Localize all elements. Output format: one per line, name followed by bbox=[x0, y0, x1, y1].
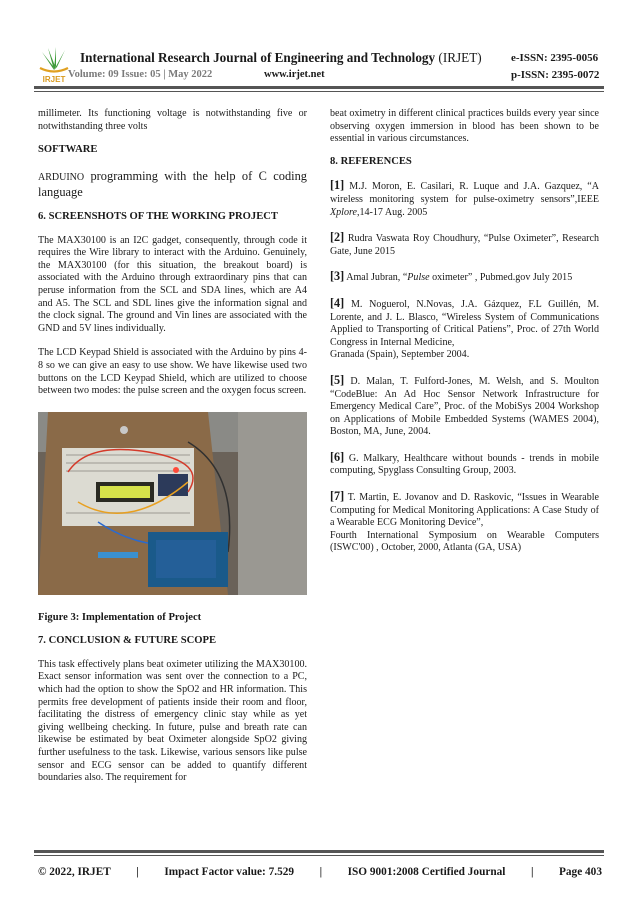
page-footer bbox=[38, 866, 602, 878]
reference-item bbox=[330, 179, 599, 219]
footer-rule bbox=[34, 850, 604, 853]
reference-list bbox=[330, 179, 599, 555]
reference-italic: Pulse bbox=[407, 272, 430, 284]
reference-text: Rudra Vaswata Roy Choudhury, “Pulse Oximeter”, Research Gate, June 2015 bbox=[330, 233, 599, 257]
paragraph: millimeter. Its functioning voltage is notwithstanding five or notwithstanding three volts bbox=[38, 108, 307, 132]
paragraph: The MAX30100 is an I2C gadget, consequently, through code it requires the Wire library to interact with the Arduino. Genuinely, the MAX30100 (for this situation, the breakout board) is associated with the Arduino through extraordinary pins that can peruse information from the SCL and SDA lines, which are A4 and A5. The SCL and SDL lines give the information signal and the clock signal. The ground and Vin lines are associated with the GND and 5V lines individually. bbox=[38, 234, 307, 334]
reference-continuation: Granada (Spain), September 2004. bbox=[330, 349, 470, 361]
arduino-word: ARDUINO bbox=[38, 171, 85, 183]
paragraph: beat oximetry in different clinical practices builds every year since observing oxygen immersion in blood has been shown to be essential in various circumstances. bbox=[330, 108, 599, 145]
right-column bbox=[330, 108, 599, 555]
page-number: Page 403 bbox=[559, 866, 602, 878]
reference-italic: Xplore bbox=[330, 206, 357, 218]
reference-number: [2] bbox=[330, 230, 345, 245]
references-heading: 8. REFERENCES bbox=[330, 155, 412, 167]
impact-factor: Impact Factor value: 7.529 bbox=[164, 866, 295, 878]
arduino-rest: programming with the help of C coding language bbox=[38, 168, 307, 200]
software-heading: SOFTWARE bbox=[38, 144, 98, 156]
section-7-heading: 7. CONCLUSION & FUTURE SCOPE bbox=[38, 635, 217, 647]
reference-item bbox=[330, 231, 599, 258]
journal-name: International Research Journal of Engineering and Technology bbox=[80, 50, 436, 65]
volume-issue: Volume: 09 Issue: 05 | May 2022 bbox=[68, 69, 213, 80]
arduino-line bbox=[38, 169, 307, 201]
section-6-heading: 6. SCREENSHOTS OF THE WORKING PROJECT bbox=[38, 210, 278, 222]
reference-item bbox=[330, 374, 599, 439]
paragraph: The LCD Keypad Shield is associated with the Arduino by pins 4-8 so we can give an easy to use show. We have likewise used two buttons on the LCD Keypad Shield, which are utilized to choose between two modes: the pulse screen and the oxygen focus screen. bbox=[38, 347, 307, 397]
reference-tail: oximeter” , Pubmed.gov July 2015 bbox=[429, 272, 573, 284]
reference-number: [4] bbox=[330, 295, 345, 310]
journal-website: www.irjet.net bbox=[264, 69, 325, 80]
reference-text: T. Martin, E. Jovanov and D. Raskovic, “Issues in Wearable Computing for Medical Monitoring Applications: A Case Study of a Wearable ECG Monitoring Device”, bbox=[330, 492, 599, 529]
copyright: © 2022, IRJET bbox=[38, 866, 111, 878]
reference-number: [7] bbox=[330, 489, 345, 504]
footer-rule-thin bbox=[34, 855, 604, 856]
reference-text: Amal Jubran, “ bbox=[346, 272, 408, 284]
reference-tail: ,14-17 Aug. 2005 bbox=[356, 206, 428, 218]
reference-text: M.J. Moron, E. Casilari, R. Luque and J.A. Gazquez, “A wireless monitoring system for pulse-oximetry sensors”,IEEE bbox=[330, 181, 600, 205]
reference-number: [5] bbox=[330, 372, 345, 387]
reference-continuation: Fourth International Symposium on Wearable Computers (ISWC'00) , October, 2000, Atlanta (GA, USA) bbox=[330, 529, 599, 554]
reference-text: D. Malan, T. Fulford-Jones, M. Welsh, and S. Moulton “CodeBlue: An Ad Hoc Sensor Network Infrastructure for Emergency Medical Care”, Proc. of the MobiSys 2004 Workshop on Applications of Mobile Embedded Systems (WAMES 2004), Boston, MA, June, 2004. bbox=[330, 375, 600, 438]
logo-text: IRJET bbox=[42, 75, 66, 84]
left-column bbox=[38, 108, 307, 785]
header-rule bbox=[34, 86, 604, 89]
reference-number: [3] bbox=[330, 269, 345, 284]
reference-text: M. Noguerol, N.Novas, J.A. Gázquez, F.L Guillén, M. Lorente, and J. L. Blasco, “Wireless System of Communications Applied to Transporting of Critical Patiens”, Proc. of 27th World Congress in Internal Medicine, bbox=[330, 298, 599, 348]
reference-item bbox=[330, 297, 599, 349]
figure-caption: Figure 3: Implementation of Project bbox=[38, 611, 202, 623]
reference-number: [6] bbox=[330, 449, 345, 464]
reference-item bbox=[330, 490, 599, 530]
journal-abbr: (IRJET) bbox=[438, 50, 482, 65]
paragraph: This task effectively plans beat oximeter utilizing the MAX30100. Exact sensor information was sent over the connection to a PC, which had the option to show the SpO2 and HR information. This permits free development of patients inside their room and floor, facilitating the distress of emergency clinic stay while as yet giving wellbeing checking. In future, pulse and breath rate can likewise be estimated by beat Oximeter alongside SpO2 giving further usefulness to the task. Likewise, various sensors like pulse sensor and ECG sensor can be added to quantify different boundaries also. The requirement for bbox=[38, 658, 307, 784]
eissn: e-ISSN: 2395-0056 bbox=[511, 52, 599, 64]
footer-separator: | bbox=[319, 866, 323, 878]
project-photo bbox=[38, 412, 307, 595]
reference-number: [1] bbox=[330, 178, 345, 193]
footer-separator: | bbox=[136, 866, 139, 878]
footer-separator: | bbox=[530, 866, 534, 878]
pissn: p-ISSN: 2395-0072 bbox=[511, 69, 600, 81]
reference-item bbox=[330, 451, 599, 478]
header-rule-thin bbox=[34, 91, 604, 92]
journal-title bbox=[80, 50, 482, 66]
iso-certification: ISO 9001:2008 Certified Journal bbox=[347, 866, 506, 878]
reference-text: G. Malkary, Healthcare without bounds - trends in mobile computing, Spyglass Consulting Group, 2003. bbox=[330, 452, 599, 477]
reference-item bbox=[330, 270, 599, 285]
